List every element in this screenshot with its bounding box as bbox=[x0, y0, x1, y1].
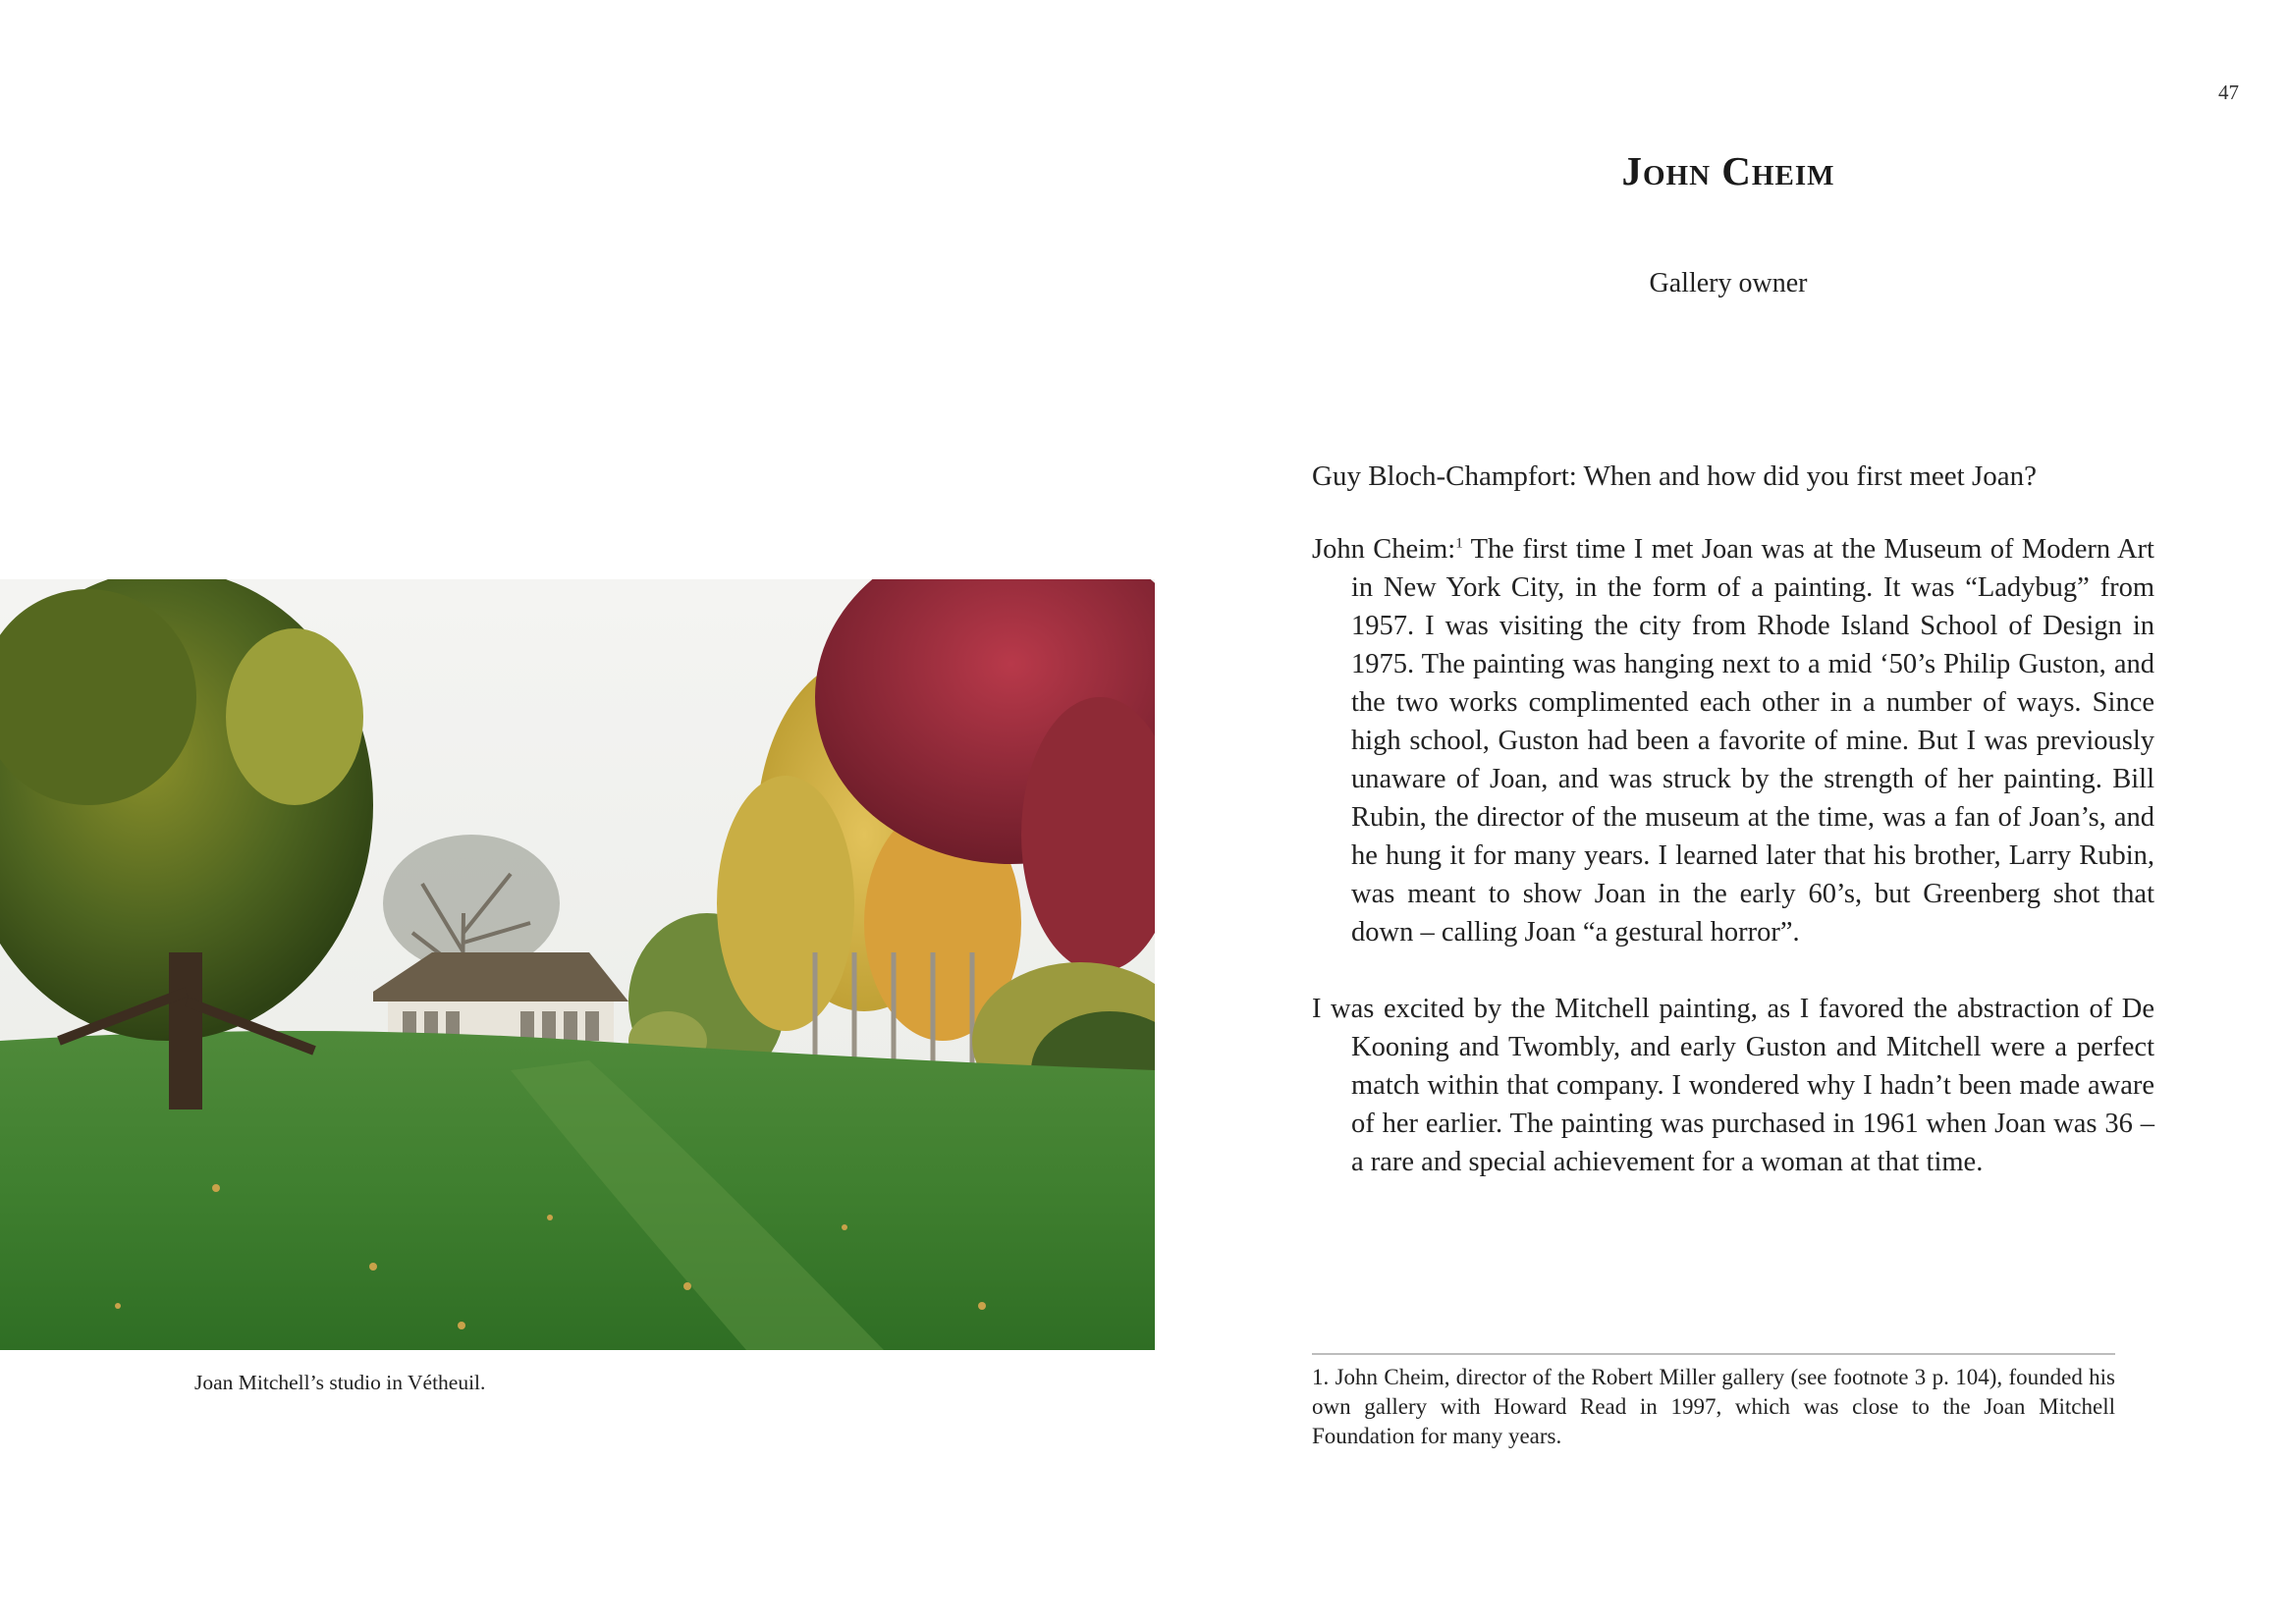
footnote: 1. John Cheim, director of the Robert Miller gallery (see footnote 3 p. 104), founded his own gallery with Howard Read in 1997, which was close to the Joan Mitchell Foundation for many years. bbox=[1312, 1365, 2115, 1448]
answer-text: The first time I met Joan was at the Museum of Modern Art in New York City, in the form of a painting. It was “Ladybug” from 1957. I was visiting the city from Rhode Island School of Design in 1975. The painting was hanging next to a mid ‘50’s Philip Guston, and the two works complimented each other in a number of ways. Since high school, Guston had been a favorite of mine. But I was previously unaware of Joan, and was struck by the strength of her painting. Bill Rubin, the director of the museum at the time, was a fan of Joan’s, and he hung it for many years. I learned later that his brother, Larry Rubin, was meant to show Joan in the early 60’s, but Greenberg shot that down – calling Joan “a gestural horror”. bbox=[1351, 534, 2154, 947]
garden-photo-illustration bbox=[0, 579, 1155, 1350]
photo-caption: Joan Mitchell’s studio in Vétheuil. bbox=[194, 1371, 486, 1394]
footnote-divider bbox=[1312, 1353, 2115, 1355]
interview-question: Guy Bloch-Champfort: When and how did you first meet Joan? bbox=[1312, 460, 2038, 492]
page-subtitle: Gallery owner bbox=[1649, 268, 1808, 298]
studio-photo bbox=[0, 579, 1155, 1350]
answer-speaker: John Cheim: bbox=[1312, 534, 1456, 565]
interview-answer bbox=[1312, 530, 2154, 951]
page-number: 47 bbox=[2218, 81, 2239, 104]
footnote-reference: 1 bbox=[1455, 535, 1463, 552]
interview-answer-continued: I was excited by the Mitchell painting, as I favored the abstraction of De Kooning and Twombly, and early Guston and Mitchell were a perfect match within that company. I wondered why I hadn’t been made aware of her earlier. The painting was purchased in 1961 when Joan was 36 – a rare and special achievement for a woman at that time. bbox=[1312, 994, 2154, 1177]
page-title: John Cheim bbox=[1621, 148, 1835, 193]
